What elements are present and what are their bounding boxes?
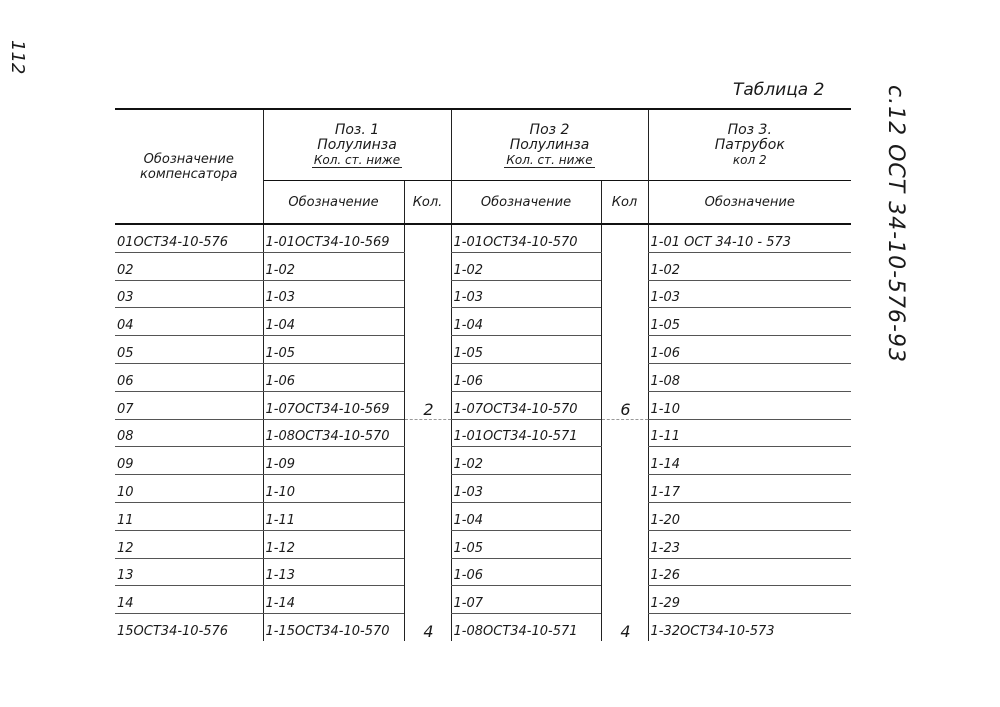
header-designation: Обозначение компенсатора [115,109,263,224]
pos1-designation: 1-10 [263,475,404,503]
header-pos1-title: Поз. 1 [334,121,380,138]
pos2-quantity: 6 [601,224,648,419]
compensator-designation: 15ОСТ34-10-576 [117,623,229,639]
table-row [115,502,851,530]
pos3-designation: 1-23 [648,530,851,558]
header-pos3-qty-note: кол 2 [732,152,767,167]
pos3-designation: 1-14 [648,447,851,475]
pos3-designation: 1-06 [648,336,851,364]
table-row [115,530,851,558]
pos1-designation: 1-05 [263,336,404,364]
table-row [115,280,851,308]
pos1-designation: 1-07ОСТ34-10-569 [263,391,404,419]
subheader-qty-2: Кол [601,181,648,225]
table-row [115,558,851,586]
pos2-designation: 1-08ОСТ34-10-571 [451,614,601,641]
pos2-designation: 1-05 [451,530,601,558]
pos2-designation: 1-01ОСТ34-10-570 [451,224,601,252]
pos1-designation: 1-08ОСТ34-10-570 [263,419,404,447]
table-row [115,586,851,614]
pos3-designation: 1-03 [648,280,851,308]
subheader-qty-1: Кол. [404,181,451,225]
pos2-designation: 1-01ОСТ34-10-571 [451,419,601,447]
header-pos2-title: Поз 2 [529,121,570,138]
pos2-designation: 1-04 [451,502,601,530]
compensator-designation: 10 [115,475,263,503]
pos3-designation: 1-29 [648,586,851,614]
table-row [115,224,851,252]
pos3-designation: 1-11 [648,419,851,447]
pos3-designation: 1-01 ОСТ 34-10 - 573 [648,224,851,252]
pos3-designation: 1-32ОСТ34-10-573 [648,614,851,641]
pos3-designation: 1-10 [648,391,851,419]
pos3-designation: 1-26 [648,558,851,586]
pos1-designation: 1-13 [263,558,404,586]
compensator-designation: 03 [115,280,263,308]
table-row [115,475,851,503]
table-row [115,336,851,364]
header-pos1-qty-note: Кол. ст. ниже [313,152,401,167]
subheader-designation-1: Обозначение [263,181,404,225]
subheader-designation-3: Обозначение [648,181,851,225]
table-row [115,252,851,280]
header-pos3-name: Патрубок [714,136,785,153]
compensator-designation: 01ОСТ34-10-576 [115,224,263,252]
pos1-designation: 1-01ОСТ34-10-569 [263,224,404,252]
header-pos2-qty-note: Кол. ст. ниже [506,152,593,167]
table-caption: Таблица 2 [733,80,825,100]
compensator-designation: 11 [115,502,263,530]
pos1-designation: 1-02 [263,252,404,280]
compensator-designation: 08 [115,419,263,447]
pos1-designation: 1-14 [263,586,404,614]
compensator-designation: 09 [115,447,263,475]
pos3-designation: 1-08 [648,363,851,391]
document-code: с.12 ОСТ 34-10-576-93 [883,85,908,363]
table-row [115,363,851,391]
pos2-designation: 1-04 [451,308,601,336]
header-pos3-title: Поз 3. [727,121,772,138]
compensator-designation: 02 [115,252,263,280]
pos2-designation: 1-07 [451,586,601,614]
pos3-designation: 1-02 [648,252,851,280]
header-pos1 [263,109,451,181]
pos1-designation: 1-03 [263,280,404,308]
pos1-designation: 1-04 [263,308,404,336]
compensator-designation: 04 [115,308,263,336]
pos1-designation: 1-11 [263,502,404,530]
header-pos3 [648,109,851,181]
header-pos2-name: Полулинза [509,136,590,153]
table-row [115,614,851,641]
compensator-designation: 06 [115,363,263,391]
pos3-designation: 1-17 [648,475,851,503]
pos1-quantity: 2 [404,224,451,419]
compensator-table [115,108,851,641]
pos2-designation: 1-07ОСТ34-10-570 [451,391,601,419]
compensator-designation: 12 [115,530,263,558]
pos1-quantity: 4 [404,419,451,641]
pos3-designation: 1-20 [648,502,851,530]
pos2-designation: 1-02 [451,447,601,475]
subheader-designation-2: Обозначение [451,181,601,225]
pos2-designation: 1-03 [451,280,601,308]
pos2-designation: 1-03 [451,475,601,503]
table-row [115,419,851,447]
pos3-designation: 1-05 [648,308,851,336]
pos1-designation: 1-09 [263,447,404,475]
compensator-designation: 13 [115,558,263,586]
compensator-designation: 07 [115,391,263,419]
pos2-quantity: 4 [601,419,648,641]
compensator-designation: 14 [115,586,263,614]
table-row [115,308,851,336]
pos2-designation: 1-05 [451,336,601,364]
pos1-designation: 1-06 [263,363,404,391]
header-pos1-name: Полулинза [317,136,397,153]
pos2-designation: 1-02 [451,252,601,280]
pos2-designation: 1-06 [451,558,601,586]
compensator-designation: 05 [115,336,263,364]
pos2-designation: 1-06 [451,363,601,391]
pos1-designation: 1-12 [263,530,404,558]
table-row [115,447,851,475]
header-pos2 [451,109,648,181]
page-number: 112 [7,40,28,75]
pos1-designation: 1-15ОСТ34-10-570 [263,614,404,641]
table-row [115,391,851,419]
